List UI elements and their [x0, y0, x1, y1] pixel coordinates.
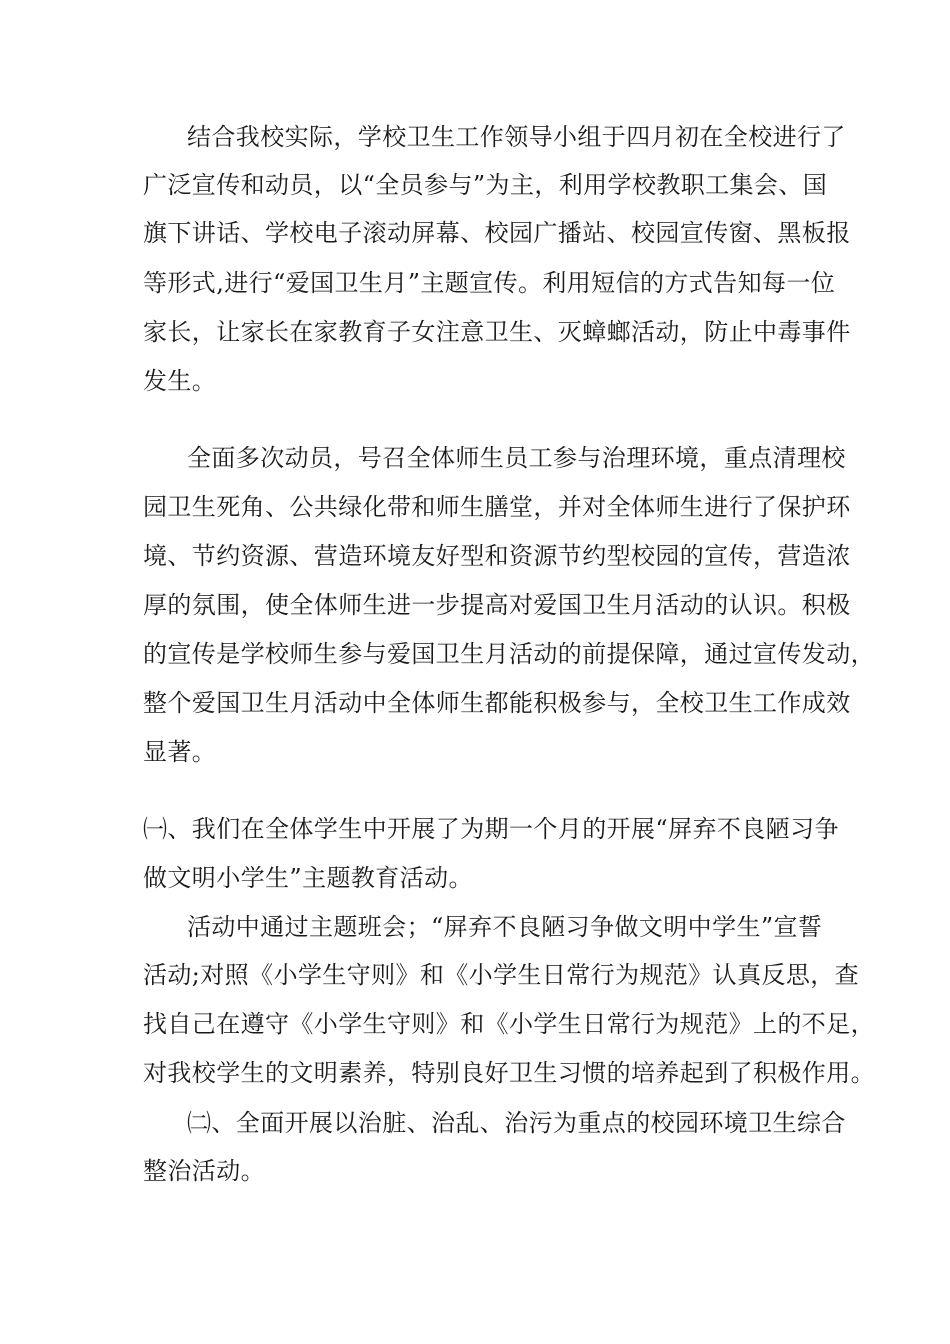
paragraph-line: 家长，让家长在家教育子女注意卫生、灭蟑螂活动，防止中毒事件	[143, 318, 851, 346]
paragraph-line: 显著。	[143, 738, 217, 766]
paragraph-line: 园卫生死角、公共绿化带和师生膳堂，并对全体师生进行了保护环	[143, 493, 851, 521]
paragraph-line: 境、节约资源、营造环境友好型和资源节约型校园的宣传，营造浓	[143, 542, 851, 570]
paragraph-line: 广泛宣传和动员，以“全员参与”为主，利用学校教职工集会、国	[143, 171, 828, 199]
paragraph-line: 活动中通过主题班会；“屏弃不良陋习争做文明中学生”宣誓	[187, 913, 823, 941]
paragraph-line: ㈠、我们在全体学生中开展了为期一个月的开展“屏弃不良陋习争	[143, 815, 839, 843]
paragraph-line: 厚的氛围，使全体师生进一步提高对爱国卫生月活动的认识。积极	[143, 591, 851, 619]
paragraph-line: 找自己在遵守《小学生守则》和《小学生日常行为规范》上的不足，	[143, 1010, 875, 1038]
paragraph-line: 结合我校实际，学校卫生工作领导小组于四月初在全校进行了	[187, 123, 846, 151]
paragraph-line: 活动;对照《小学生守则》和《小学生日常行为规范》认真反思，查	[143, 961, 860, 989]
paragraph-line: 整治活动。	[143, 1157, 265, 1185]
paragraph-line: 整个爱国卫生月活动中全体师生都能积极参与，全校卫生工作成效	[143, 689, 851, 717]
paragraph-line: 全面多次动员，号召全体师生员工参与治理环境，重点清理校	[187, 444, 846, 472]
paragraph-line: 等形式,进行“爱国卫生月”主题宣传。利用短信的方式告知每一位	[143, 269, 836, 297]
paragraph-line: 的宣传是学校师生参与爱国卫生月活动的前提保障，通过宣传发动，	[143, 640, 875, 668]
paragraph-line: 发生。	[143, 367, 217, 395]
paragraph-line: 做文明小学生”主题教育活动。	[143, 864, 473, 892]
paragraph-line: 旗下讲话、学校电子滚动屏幕、校园广播站、校园宣传窗、黑板报	[143, 219, 851, 247]
paragraph-line: ㈡、全面开展以治脏、治乱、治污为重点的校园环境卫生综合	[187, 1109, 846, 1137]
paragraph-line: 对我校学生的文明素养，特别良好卫生习惯的培养起到了积极作用。	[143, 1059, 875, 1087]
